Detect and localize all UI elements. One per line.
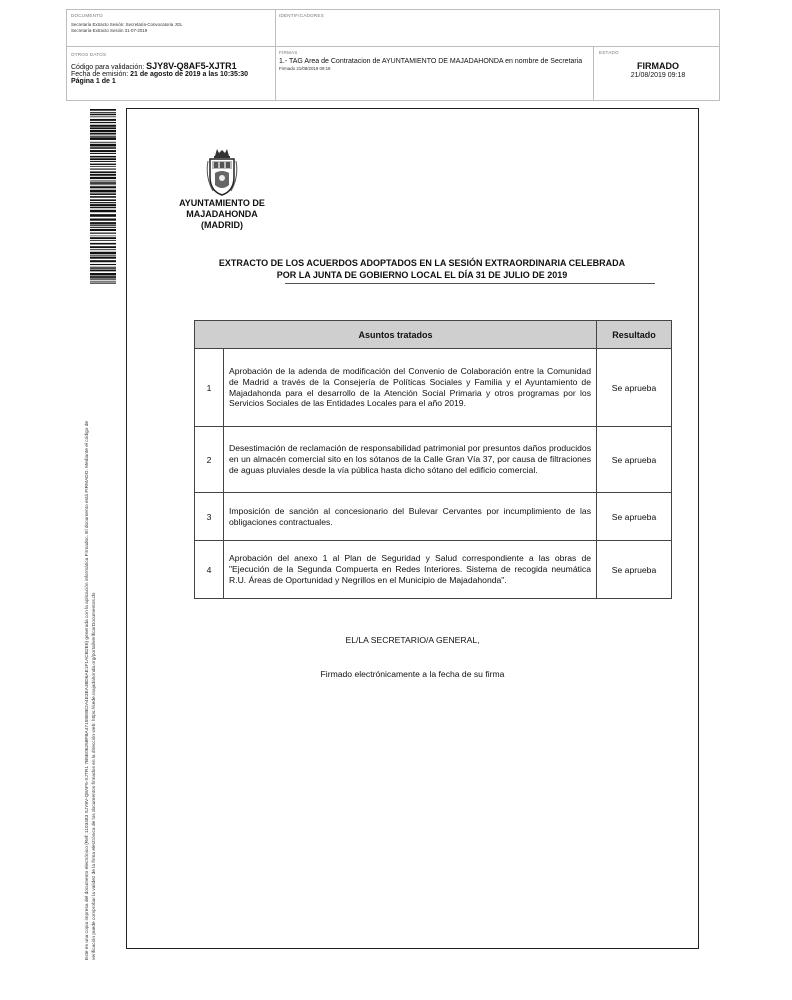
documento-cell	[71, 13, 271, 34]
row-number: 1	[195, 349, 224, 427]
estado-date: 21/08/2019 09:18	[630, 72, 686, 79]
barcode-icon	[90, 109, 116, 284]
row-text: Aprobación del anexo 1 al Plan de Seguridad y Salud correspondiente a las obras de "Ejecución de la Segunda Compuerta en Redes Interiores. Sistema de recogida neumática R.U. Áreas de Oportunidad y Negrillos en el Municipio de Majadahonda".	[224, 541, 597, 599]
fecha-value: 21 de agosto de 2019 a las 10:35:30	[130, 71, 249, 78]
title-line1: EXTRACTO DE LOS ACUERDOS ADOPTADOS EN LA SESIÓN EXTRAORDINARIA CELEBRADA	[218, 258, 626, 268]
estado-label: ESTADO	[599, 50, 619, 55]
fecha-label: Fecha de emisión:	[71, 71, 129, 78]
org-line1: AYUNTAMIENTO DE	[179, 198, 265, 208]
row-result: Se aprueba	[597, 427, 672, 493]
table-row	[195, 349, 672, 427]
identificadores-label: IDENTIFICADORES	[279, 13, 324, 18]
identificadores-cell	[279, 13, 579, 18]
table-header-row	[195, 321, 672, 349]
row-number: 3	[195, 493, 224, 541]
row-text: Aprobación de la adenda de modificación del Convenio de Colaboración entre la Comunidad de Madrid a través de la Consejería de Políticas Sociales y Familia y el Ayuntamiento de Majadahonda para el desarrollo de la Atención Social Primaria y otros programas por los Servicios Sociales de las Entidades Locales para el año 2019.	[224, 349, 597, 427]
row-result: Se aprueba	[597, 541, 672, 599]
signature-role: EL/LA SECRETARIO/A GENERAL,	[345, 635, 480, 645]
document-page	[126, 108, 699, 949]
page-number: Página 1 de 1	[71, 78, 116, 85]
document-header	[66, 9, 720, 101]
row-number: 4	[195, 541, 224, 599]
title-underline	[285, 283, 655, 284]
table-row	[195, 493, 672, 541]
page-title	[187, 257, 657, 281]
status-badge: FIRMADO	[637, 61, 679, 71]
row-text: Imposición de sanción al concesionario del Bulevar Cervantes por incumplimiento de las obligaciones contractuales.	[224, 493, 597, 541]
otros-datos-label: OTROS DATOS	[71, 52, 107, 57]
codigo-value: SJY8V-Q8AF5-XJTR1	[146, 61, 237, 71]
documento-line1: Secretaría Extracto Sesión: Secretaría-Convocatoria JGL	[71, 22, 183, 27]
row-text: Desestimación de reclamación de responsabilidad patrimonial por presuntos daños producidos en un almacén comercial sito en los sótanos de la Calle Gran Vía 37, por causa de filtraciones de aguas pluviales desde la vía pública hasta dicho sótano del edificio comercial.	[224, 427, 597, 493]
row-result: Se aprueba	[597, 493, 672, 541]
firmas-cell	[279, 50, 597, 72]
estado-cell	[597, 50, 719, 79]
otros-datos-cell	[71, 52, 271, 85]
side-text-line1: Este es una copia impresa del documento electrónico (Ref: 1103483 SJY8V-Q8AF5-XJTR1 7B5E06258FBA47159E8E2A4E3EA38D6AE1F1ACB2E6) generada con la aplicación informática Firmadoc. El documento está FIRMADO. Mediante el código de	[85, 420, 90, 960]
org-line3: (MADRID)	[201, 220, 243, 230]
table-row	[195, 541, 672, 599]
documento-label: DOCUMENTO	[71, 13, 103, 18]
firma-line: 1.- TAG Area de Contratacion de AYUNTAMIENTO DE MAJADAHONDA en nombre de Secretaria	[279, 58, 583, 65]
validation-code	[71, 61, 271, 71]
col-asuntos-header: Asuntos tratados	[195, 321, 597, 349]
row-number: 2	[195, 427, 224, 493]
organization-name	[167, 198, 277, 231]
signature-note: Firmado electrónicamente a la fecha de su firma	[320, 669, 505, 679]
side-verification-text	[85, 280, 98, 960]
codigo-label: Código para validación:	[71, 64, 145, 71]
emission-date	[71, 71, 271, 78]
side-text-line2: verificación puede comprobar la validez de la firma electrónica de los documentos firmados en la dirección web: https://sede.majadahonda.org/portal/verificarDocumentos.do	[91, 592, 97, 960]
documento-line2: Secretaría-Extracto Sesión 31-07-2019	[71, 28, 148, 33]
title-line2: POR LA JUNTA DE GOBIERNO LOCAL EL DÍA 31 DE JULIO DE 2019	[276, 270, 568, 280]
agreements-table	[194, 320, 672, 599]
col-resultado-header: Resultado	[597, 321, 672, 349]
firma-date: Firmado 21/08/2019 09:18	[279, 66, 331, 71]
table-row	[195, 427, 672, 493]
org-line2: MAJADAHONDA	[186, 209, 258, 219]
row-result: Se aprueba	[597, 349, 672, 427]
coat-of-arms-icon	[205, 147, 239, 197]
firmas-label: FIRMAS	[279, 50, 298, 55]
